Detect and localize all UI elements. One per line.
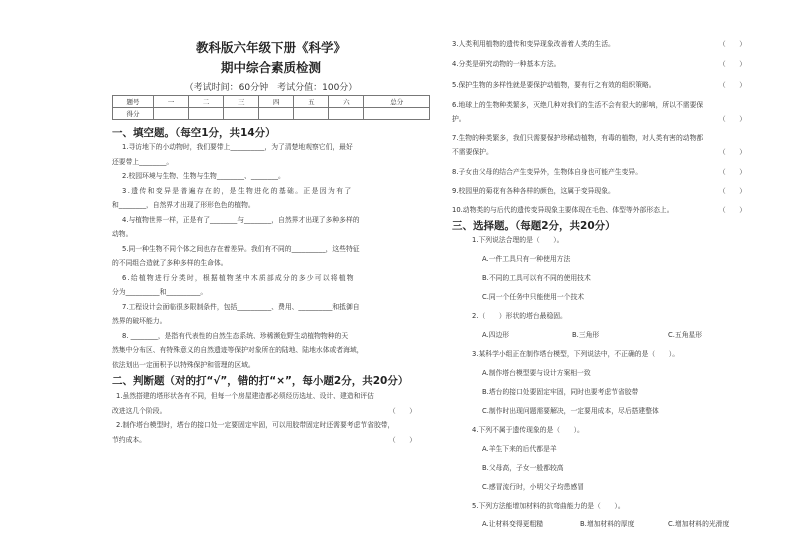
judge-text: 9.校园里的菊花有各种各样的颜色，这属于变异现象。 bbox=[452, 187, 615, 195]
score-cell bbox=[154, 108, 189, 120]
choice-option: C.同一个任务中只能使用一个技术 bbox=[482, 293, 585, 301]
score-cell: 五 bbox=[294, 96, 329, 108]
text-line: 2.校园环境与生物、生物与生物________、________。 bbox=[122, 172, 285, 180]
answer-paren: （ ） bbox=[718, 40, 746, 48]
exam-title: 教科版六年级下册《科学》 bbox=[195, 40, 346, 55]
score-cell: 题号 bbox=[113, 96, 154, 108]
choice-option: B.父母高，子女一般都较高 bbox=[482, 464, 564, 472]
text-line: 1.寻访地下的小动物时，我们要带上__________，为了清楚地观察它们，最好 bbox=[122, 143, 353, 151]
text-line: 6.给植物进行分类时，根据植物茎中木质部成分的多少可以将植物 bbox=[122, 273, 355, 282]
score-cell bbox=[364, 108, 430, 120]
choice-option: A.一件工具只有一种使用方法 bbox=[482, 255, 571, 263]
score-cell bbox=[189, 108, 224, 120]
text-line-content: 节约成本。 bbox=[112, 435, 146, 444]
choice-option: B.增加材料的厚度 bbox=[580, 520, 635, 528]
answer-paren: （ ） bbox=[718, 148, 746, 156]
judge-text: 护。 bbox=[452, 115, 466, 123]
judge-text: 6.地球上的生物种类繁多，灭绝几种对我们的生活不会有很大的影响，所以不需要保 bbox=[452, 101, 704, 109]
question-stem: 3.某科学小组正在制作塔台模型，下列说法中，不正确的是（ ）。 bbox=[472, 350, 679, 358]
exam-subtitle: 期中综合素质检测 bbox=[220, 60, 321, 75]
text-line: 分为__________和__________。 bbox=[112, 288, 208, 296]
section1-heading: 一、填空题。（每空1分，共14分） bbox=[112, 127, 276, 139]
text-line: 依法划出一定面积予以特殊保护和管理的区域。 bbox=[112, 360, 255, 369]
choice-option: C.制作时出现问题需要解决，一定要用成本，尽后搭建整体 bbox=[482, 407, 659, 415]
right-judge-list bbox=[452, 38, 764, 218]
choice-option: A.制作塔台模型要与设计方案相一致 bbox=[482, 369, 591, 377]
score-cell bbox=[329, 108, 364, 120]
choice-option: C.五角星形 bbox=[668, 331, 703, 339]
score-cell: 六 bbox=[329, 96, 364, 108]
choice-option: C.感冒流行时，小明父子均患感冒 bbox=[482, 483, 585, 491]
score-cell: 三 bbox=[224, 96, 259, 108]
answer-paren: （ ） bbox=[388, 435, 416, 444]
text-line: 然界的破坏能力。 bbox=[112, 317, 167, 325]
text-line: 5.同一种生物不同个体之间也存在着差异。我们有不同的__________，这些特征 bbox=[122, 244, 360, 253]
text-line bbox=[112, 404, 430, 419]
text-line: 3.遗传和变异是普遍存在的，是生物进化的基础。正是因为有了 bbox=[122, 186, 353, 195]
answer-paren: （ ） bbox=[718, 60, 746, 68]
exam-info: （考试时间：60分钟 考试分值：100分） bbox=[184, 83, 358, 93]
question-stem: 4.下列不属于遗传现象的是（ ）。 bbox=[472, 426, 584, 434]
score-cell bbox=[294, 108, 329, 120]
text-line: 动物。 bbox=[112, 230, 133, 238]
text-line: 8. ________，是指有代表性的自然生态系统、珍稀濒危野生动植物物种的天 bbox=[122, 331, 349, 340]
answer-paren: （ ） bbox=[718, 206, 746, 214]
text-line: 和________，自然界才出现了形形色色的植物。 bbox=[112, 201, 255, 209]
section1-body bbox=[112, 140, 430, 372]
score-table-score-row bbox=[113, 108, 430, 120]
judge-text: 3.人类利用植物的遗传和变异现象改善着人类的生活。 bbox=[452, 40, 615, 48]
text-line: 的不同组合造就了多种多样的生命体。 bbox=[112, 259, 228, 267]
section3-q5-options bbox=[452, 518, 764, 532]
choice-option: A.羊生下来的后代都是羊 bbox=[482, 445, 557, 453]
question-stem: 5.下列方法能增加材料的抗弯曲能力的是（ ）。 bbox=[472, 502, 625, 510]
score-cell bbox=[259, 108, 294, 120]
text-line: 2.制作塔台模型时，塔台的接口处一定要固定牢固，可以用胶带固定时还需要考虑节省胶带， bbox=[116, 421, 395, 429]
text-line: 然集中分布区、有特殊意义的自然遗迹等保护对象所在的陆地、陆地水体或者海域， bbox=[112, 346, 364, 354]
score-table bbox=[112, 95, 430, 120]
section3-body bbox=[452, 234, 764, 514]
text-line: 1.虽然搭建的塔形状各有不同，但每一个房屋建造都必须经历选址、设计、建造和评估 bbox=[116, 392, 374, 400]
score-table-header-row bbox=[113, 96, 430, 108]
section2-heading: 二、判断题（对的打“√”，错的打“×”，每小题2分，共20分） bbox=[112, 375, 409, 387]
score-cell bbox=[224, 108, 259, 120]
section3-heading: 三、选择题。（每题2分，共20分） bbox=[452, 220, 616, 232]
judge-text: 4.分类是研究动物的一种基本方法。 bbox=[452, 60, 561, 68]
choice-option: A.四边形 bbox=[482, 331, 510, 339]
choice-option: B.不同的工具可以有不同的使用技术 bbox=[482, 274, 591, 282]
answer-paren: （ ） bbox=[718, 115, 746, 123]
answer-paren: （ ） bbox=[718, 187, 746, 195]
score-cell: 二 bbox=[189, 96, 224, 108]
judge-text: 10.动物类的与后代的遗传变异现象主要体现在毛色、体型等外部形态上。 bbox=[452, 206, 674, 214]
answer-paren: （ ） bbox=[718, 168, 746, 176]
section2-body bbox=[112, 389, 430, 447]
answer-paren: （ ） bbox=[718, 81, 746, 89]
text-line: 4.与植物世界一样，正是有了________与________，自然界才出现了多种多样的 bbox=[122, 215, 360, 224]
judge-text: 不需要保护。 bbox=[452, 148, 493, 156]
score-cell: 四 bbox=[259, 96, 294, 108]
text-line bbox=[112, 433, 430, 448]
judge-text: 8.子女由父母的结合产生变异外，生物体自身也可能产生变异。 bbox=[452, 168, 642, 176]
score-cell: 一 bbox=[154, 96, 189, 108]
question-stem: 1.下列说法合理的是（ ）。 bbox=[472, 236, 564, 244]
choice-option: A.让材料变得更粗糙 bbox=[482, 520, 544, 528]
score-cell: 总分 bbox=[364, 96, 430, 108]
choice-option: C.增加材料的光滑度 bbox=[668, 520, 730, 528]
text-line: 7.工程设计会面临很多限制条件，包括__________、费用、__________和抵御自 bbox=[122, 302, 360, 311]
choice-option: B.三角形 bbox=[572, 331, 600, 339]
text-line: 还要带上________。 bbox=[112, 157, 174, 166]
choice-option: B.塔台的接口处要固定牢固，同时也要考虑节省胶带 bbox=[482, 388, 639, 396]
score-cell: 得分 bbox=[113, 108, 154, 120]
judge-text: 5.保护生物的多样性就是要保护动植物，要有行之有效的组织策略。 bbox=[452, 81, 656, 89]
text-line-content: 改进这几个阶段。 bbox=[112, 406, 167, 415]
question-stem: 2.（ ）形状的塔台最稳固。 bbox=[472, 312, 567, 320]
judge-text: 7.生物的种类繁多，我们只需要保护珍稀动植物，有毒的植物，对人类有害的动物都 bbox=[452, 134, 704, 142]
answer-paren: （ ） bbox=[388, 406, 416, 415]
